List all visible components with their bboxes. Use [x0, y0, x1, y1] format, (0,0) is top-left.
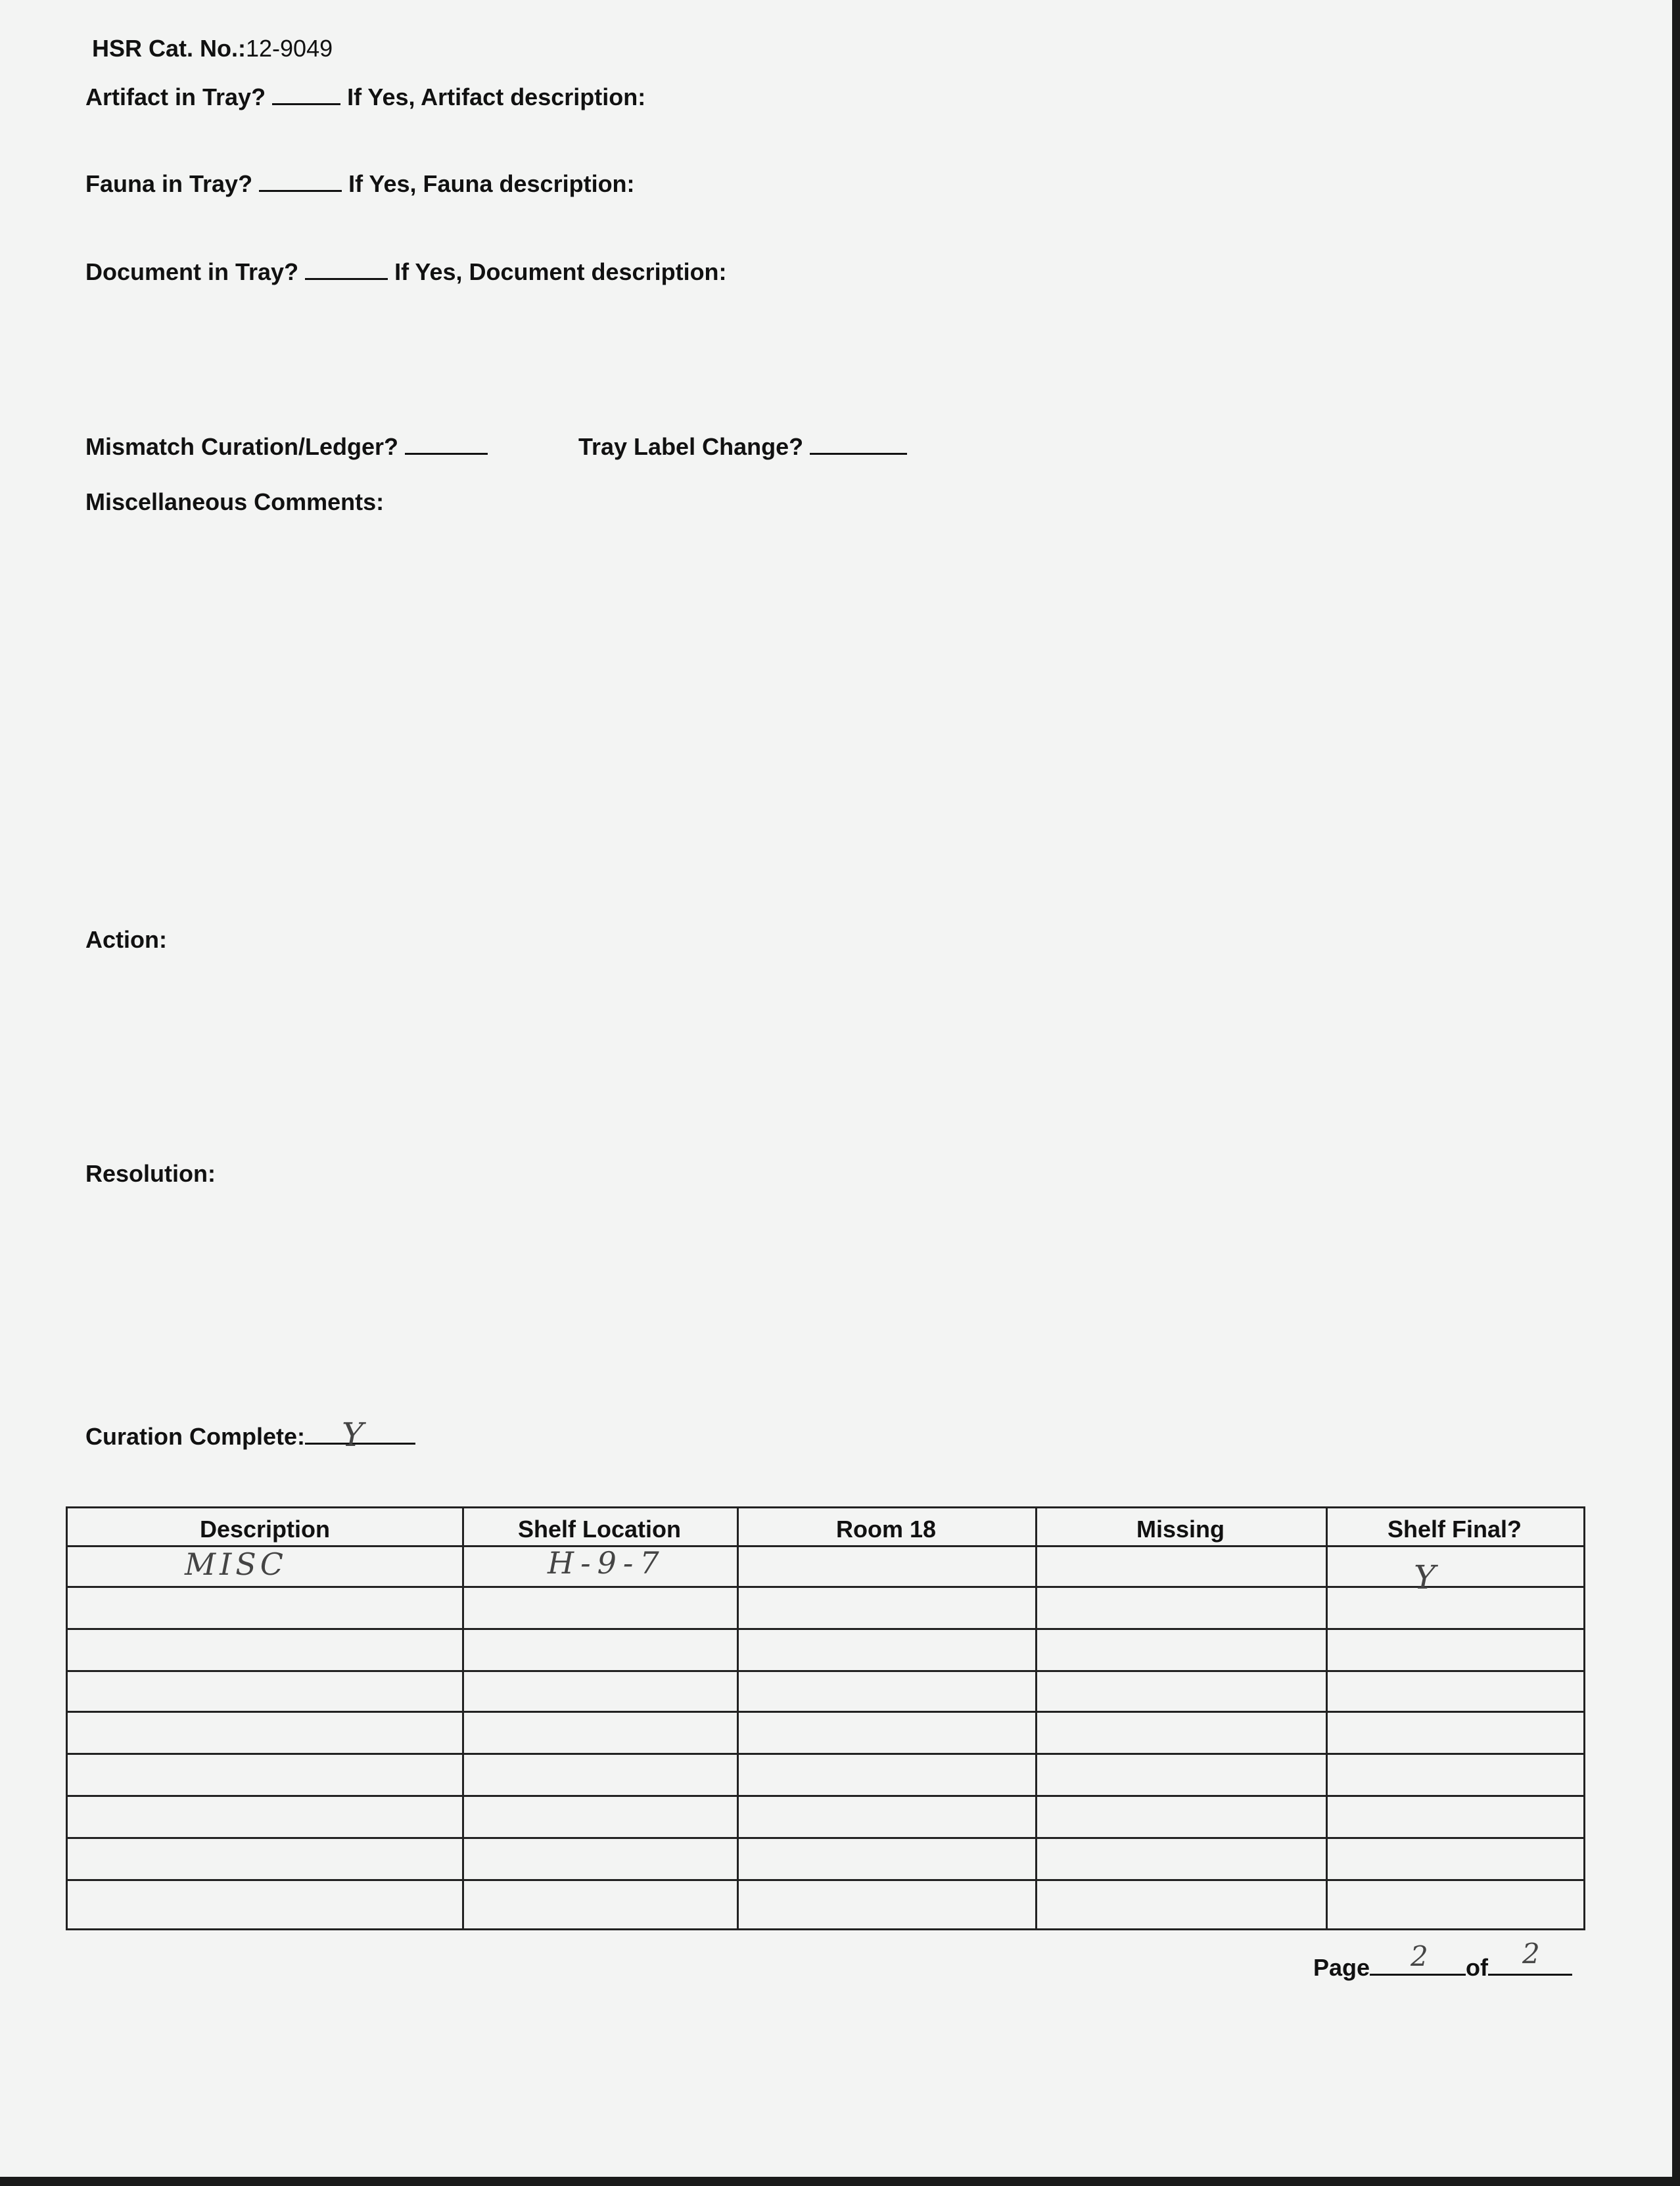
of-blank[interactable]: [1488, 1974, 1572, 1976]
table-rule: [68, 1586, 1583, 1588]
table-rule: [68, 1628, 1583, 1630]
tray-label-question: Tray Label Change?: [578, 433, 804, 460]
header-room-18: Room 18: [835, 1516, 937, 1543]
table-column-rule: [462, 1508, 464, 1928]
table-rule: [68, 1670, 1583, 1672]
header-description: Description: [199, 1516, 331, 1543]
curation-complete-line: [85, 1425, 415, 1449]
document-description-label: If Yes, Document description:: [394, 258, 727, 285]
mismatch-line: [85, 435, 488, 459]
curation-complete-label: Curation Complete:: [85, 1423, 306, 1450]
page-value-handwritten: 2: [1411, 1940, 1428, 1972]
tray-label-answer-blank[interactable]: [810, 453, 907, 455]
of-label: of: [1466, 1954, 1489, 1981]
document-answer-blank[interactable]: [305, 278, 388, 280]
table-column-rule: [1035, 1508, 1037, 1928]
tray-label-line: [578, 435, 907, 459]
row1-shelf-final: Y: [1414, 1558, 1436, 1596]
row1-description: MISC: [185, 1546, 287, 1582]
page-blank[interactable]: [1370, 1974, 1466, 1976]
artifact-line: [85, 85, 645, 109]
header-shelf-location: Shelf Location: [517, 1516, 681, 1543]
row1-shelf-location: H-9-7: [548, 1545, 666, 1581]
document-line: [85, 260, 727, 284]
table-rule: [68, 1879, 1583, 1881]
misc-comments-label: Miscellaneous Comments:: [85, 488, 385, 515]
fauna-line: [85, 172, 635, 196]
inventory-table: [66, 1506, 1585, 1930]
table-rule: [68, 1711, 1583, 1713]
of-value-handwritten: 2: [1522, 1938, 1540, 1970]
header-missing: Missing: [1136, 1516, 1225, 1543]
fauna-answer-blank[interactable]: [259, 190, 342, 192]
artifact-answer-blank[interactable]: [272, 103, 340, 105]
table-rule: [68, 1753, 1583, 1755]
table-rule: [68, 1795, 1583, 1797]
fauna-description-label: If Yes, Fauna description:: [348, 170, 635, 197]
mismatch-answer-blank[interactable]: [405, 453, 488, 455]
resolution-label: Resolution:: [85, 1160, 216, 1187]
cat-no-line: [92, 37, 333, 60]
artifact-question: Artifact in Tray?: [85, 83, 266, 110]
artifact-description-label: If Yes, Artifact description:: [347, 83, 646, 110]
table-column-rule: [737, 1508, 739, 1928]
cat-no-label: HSR Cat. No.:: [92, 35, 246, 62]
table-column-rule: [1326, 1508, 1328, 1928]
mismatch-question: Mismatch Curation/Ledger?: [85, 433, 399, 460]
table-rule: [68, 1837, 1583, 1839]
curation-complete-handwritten: Y: [342, 1416, 364, 1454]
cat-no-value: 12-9049: [246, 35, 333, 62]
page-label: Page: [1313, 1954, 1370, 1981]
header-shelf-final: Shelf Final?: [1387, 1516, 1522, 1543]
table-rule: [68, 1545, 1583, 1547]
document-question: Document in Tray?: [85, 258, 299, 285]
action-label: Action:: [85, 926, 167, 953]
fauna-question: Fauna in Tray?: [85, 170, 253, 197]
